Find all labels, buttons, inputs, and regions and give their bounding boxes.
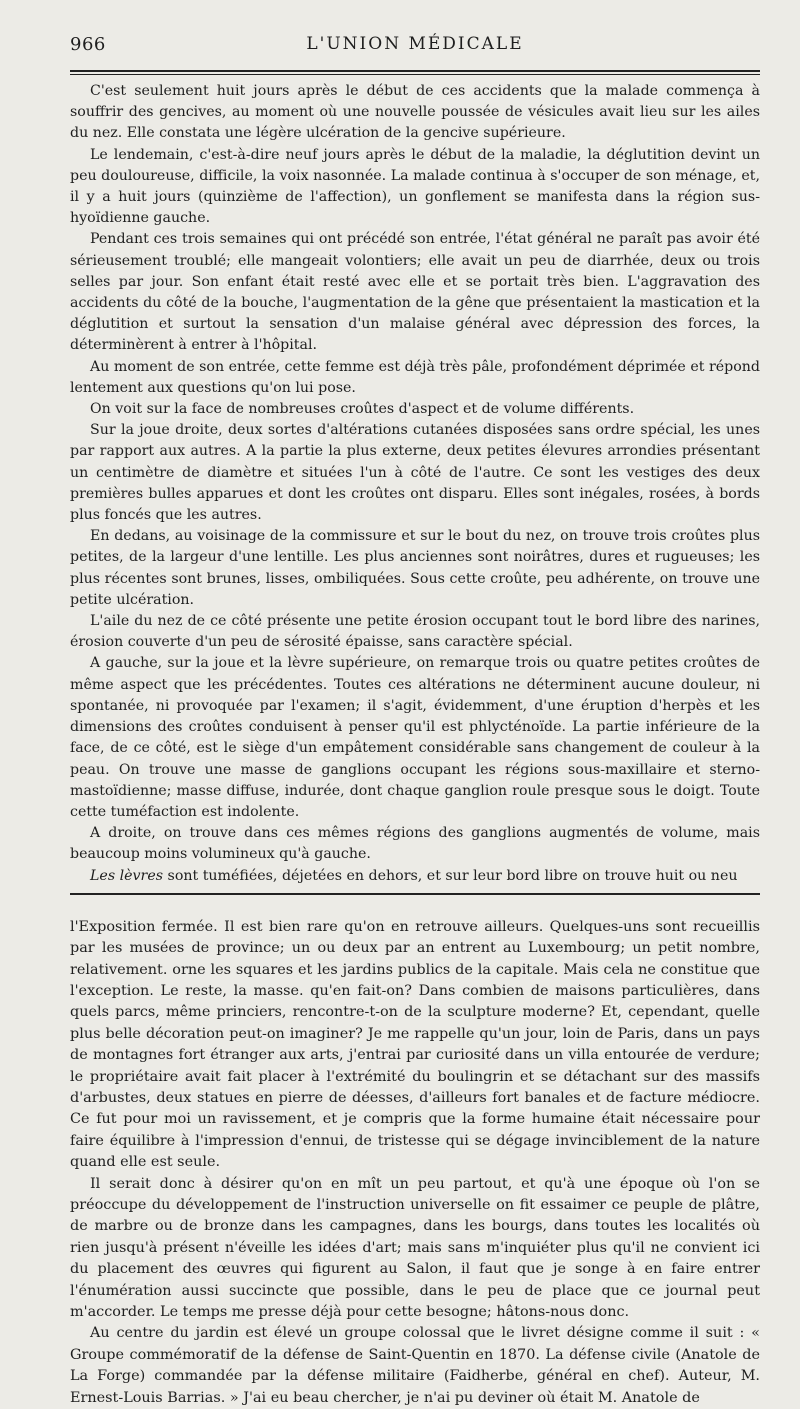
article-paragraph: Pendant ces trois semaines qui ont précédé son entrée, l'état général ne paraît pas avoir été sérieusement troublé; elle mangeait volontiers; elle avait un peu de diarrhée, deux ou trois selles par jour. Son enfant était resté avec elle et se portait très bien. L'aggravation des accidents du côté de la bouche, l'augmentation de la gêne que présentaient la mastication et la déglutition et surtout la sensation d'un malaise général avec dépression des forces, la déterminèrent à entrer à l'hôpital. (70, 231, 760, 354)
feuilleton-paragraph: Il serait donc à désirer qu'on en mît un peu partout, et qu'à une époque où l'on se préoccupe du développement de l'instruction universelle on fit essaimer ce peuple de plâtre, de marbre ou de bronze dans les campagnes, dans les bourgs, dans toutes les localités où rien jusqu'à présent n'éveille les idées d'art; mais sans m'inquiéter plus qu'il ne convient ici du placement des œuvres qui figurent au Salon, il faut que je songe à en faire entrer l'énumération aussi succincte que possible, dans le peu de place que ce journal peut m'accorder. Le temps me presse déjà pour cette besogne; hâtons-nous donc. (70, 1175, 760, 1321)
feuilleton-paragraph: l'Exposition fermée. Il est bien rare qu'on en retrouve ailleurs. Quelques-uns sont recueillis par les musées de province; un ou deux par an entrent au Luxembourg; un petit nombre, relativement. orne les squares et les jardins publics de la capitale. Mais cela ne constitue que l'exception. Le reste, la masse. qu'en fait-on? Dans combien de maisons particulières, dans quels parcs, même princiers, rencontre-t-on de la sculpture moderne? Et, cependant, quelle plus belle décoration peut-on imaginer? Je me rappelle qu'un jour, loin de Paris, dans un pays de montagnes fort étranger aux arts, j'entrai par curiosité dans un villa entourée de verdure; le propriétaire avait fait placer à l'extrémité du boulingrin et se détachant sur des massifs d'arbustes, deux statues en pierre de déesses, d'ailleurs fort banales et de facture médiocre. Ce fut pour moi un ravissement, et je compris que la forme humaine était nécessaire pour faire équilibre à l'impression d'ennui, de tristesse qui se dégage invinciblement de la nature quand elle est seule. (70, 918, 760, 1171)
page-number: 966 (70, 34, 106, 55)
feuilleton-rule (70, 893, 760, 895)
feuilleton-paragraph: Au centre du jardin est élevé un groupe colossal que le livret désigne comme il suit : « Groupe commémoratif de la défense de Saint-Quentin en 1870. La défense civile (Anatole de La Forge) commandée par la défense militaire (Faidherbe, général en chef). Auteur, M. Ernest-Louis Barrias. » J'ai eu beau chercher, je n'ai pu deviner où était M. Anatole de (70, 1325, 760, 1406)
article-paragraph: A droite, on trouve dans ces mêmes régions des ganglions augmentés de volume, mais beaucoup moins volumineux qu'à gauche. (70, 825, 760, 863)
article-paragraph: C'est seulement huit jours après le début de ces accidents que la malade commença à souffrir des gencives, au moment où une nouvelle poussée de vésicules avait lieu sur les ailes du nez. Elle constata une légère ulcération de la gencive supérieure. (70, 83, 760, 142)
article-last-line-text: sont tuméfiées, déjetées en dehors, et sur leur bord libre on trouve huit ou neu (163, 867, 738, 884)
medical-article (70, 81, 760, 887)
article-paragraph: En dedans, au voisinage de la commissure et sur le bout du nez, on trouve trois croûtes plus petites, de la largeur d'une lentille. Les plus anciennes sont noirâtres, dures et rugueuses; les plus récentes sont brunes, lisses, ombiliquées. Sous cette croûte, peu adhérente, on trouve une petite ulcération. (70, 528, 760, 608)
article-paragraph: On voit sur la face de nombreuses croûtes d'aspect et de volume différents. (90, 401, 635, 418)
article-paragraph: L'aile du nez de ce côté présente une petite érosion occupant tout le bord libre des narines, érosion couverte d'un peu de sérosité épaisse, sans caractère spécial. (70, 613, 760, 651)
article-paragraph: Le lendemain, c'est-à-dire neuf jours après le début de la maladie, la déglutition devint un peu douloureuse, difficile, la voix nasonnée. La malade continua à s'occuper de son ménage, et, il y a huit jours (quinzième de l'affection), un gonflement se manifesta dans la région sus-hyoïdienne gauche. (70, 146, 760, 227)
article-last-line (70, 866, 760, 887)
article-paragraph: Au moment de son entrée, cette femme est déjà très pâle, profondément déprimée et répond lentement aux questions qu'on lui pose. (70, 358, 760, 396)
page-header (70, 30, 760, 60)
running-title: L'UNION MÉDICALE (306, 34, 524, 54)
italic-term: Les lèvres (90, 867, 164, 884)
header-rule (70, 70, 760, 75)
feuilleton-section (70, 917, 760, 1409)
article-paragraph: Sur la joue droite, deux sortes d'altérations cutanées disposées sans ordre spécial, les unes par rapport aux autres. A la partie la plus externe, deux petites élevures arrondies présentant un centimètre de diamètre et situées l'un à côté de l'autre. Ce sont les vestiges des deux premières bulles apparues et dont les croûtes ont disparu. Elles sont inégales, rosées, à bords plus foncés que les autres. (70, 422, 760, 524)
article-paragraph: A gauche, sur la joue et la lèvre supérieure, on remarque trois ou quatre petites croûtes de même aspect que les précédentes. Toutes ces altérations ne déterminent aucune douleur, ni spontanée, ni provoquée par l'examen; il s'agit, évidemment, d'une éruption d'herpès et les dimensions des croûtes conduisent à penser qu'il est phlycténoïde. La partie inférieure de la face, de ce côté, est le siège d'un empâtement considérable sans changement de couleur à la peau. On trouve une masse de ganglions occupant les régions sous-maxillaire et sterno-mastoïdienne; masse diffuse, indurée, dont chaque ganglion roule presque sous le doigt. Toute cette tuméfaction est indolente. (70, 655, 760, 820)
